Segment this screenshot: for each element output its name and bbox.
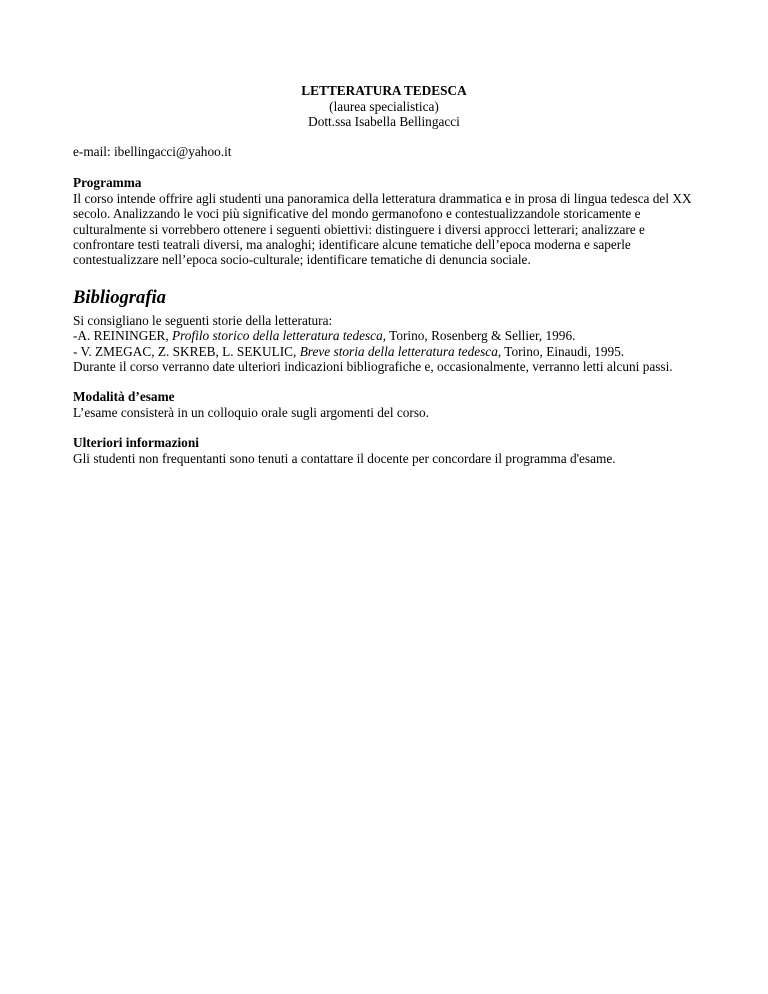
info-section — [73, 435, 703, 466]
course-title: LETTERATURA TEDESCA — [301, 83, 467, 98]
esame-section — [73, 389, 703, 420]
document-body — [73, 144, 703, 481]
info-heading: Ulteriori informazioni — [73, 435, 199, 451]
document-header — [0, 83, 768, 130]
bib-publisher: , Torino, Einaudi, 1995. — [497, 343, 625, 359]
course-subtitle: (laurea specialistica) — [329, 98, 439, 114]
bib-book-title: Breve storia della letteratura tedesca — [299, 343, 498, 359]
programma-heading: Programma — [73, 175, 142, 191]
bibliografia-intro: Si consigliano le seguenti storie della letteratura: — [73, 312, 333, 328]
email-line: e-mail: ibellingacci@yahoo.it — [73, 144, 232, 159]
esame-text: L’esame consisterà in un colloquio orale sugli argomenti del corso. — [73, 404, 429, 420]
bibliografia-item — [73, 328, 703, 343]
bib-authors: -A. REININGER, — [73, 328, 172, 344]
bib-authors: - V. ZMEGAC, Z. SKREB, L. SEKULIC, — [73, 343, 300, 359]
info-text: Gli studenti non frequentanti sono tenuti a contattare il docente per concordare il programma d'esame. — [73, 450, 616, 466]
esame-heading: Modalità d’esame — [73, 389, 175, 405]
bibliografia-note: Durante il corso verranno date ulteriori indicazioni bibliografiche e, occasionalmente, verranno letti alcuni passi. — [73, 359, 673, 375]
bibliografia-heading: Bibliografia — [73, 286, 166, 308]
bibliografia-item — [73, 344, 703, 359]
teacher-name: Dott.ssa Isabella Bellingacci — [308, 114, 460, 129]
bib-publisher: , Torino, Rosenberg & Sellier, 1996. — [382, 328, 576, 344]
bibliografia-section — [73, 313, 703, 375]
bib-book-title: Profilo storico della letteratura tedesca — [171, 328, 383, 344]
programma-section — [73, 175, 703, 267]
programma-text: Il corso intende offrire agli studenti una panoramica della letteratura drammatica e in prosa di lingua tedesca del XX secolo. Analizzando le voci più significative del mondo germanofono e contestualizzandole storicamente e culturalmente si vorrebbero ottenere i seguenti obiettivi: distinguere i diversi approcci letterari; analizzare e confrontare testi teatrali diversi, ma analoghi; identificare alcune tematiche dell’epoca moderna e saperle contestualizzare nell’epoca socio-culturale; identificare tematiche di denuncia sociale. — [73, 190, 692, 268]
